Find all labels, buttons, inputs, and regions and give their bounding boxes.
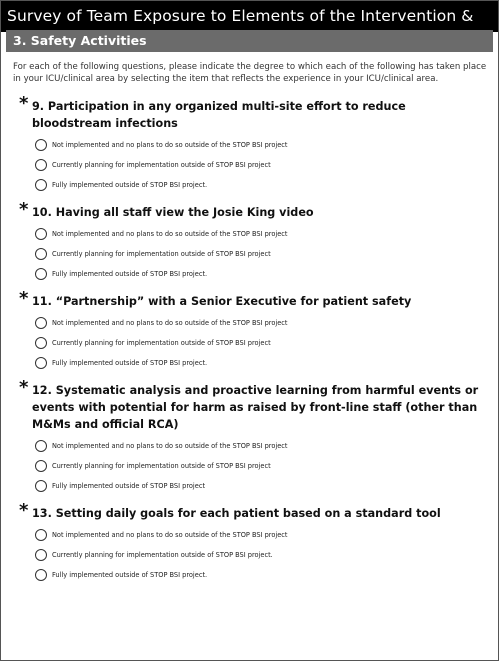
option-not-implemented[interactable] — [35, 224, 489, 244]
radio-button[interactable] — [35, 139, 47, 151]
question-text: 13. Setting daily goals for each patient based on a standard tool — [32, 507, 441, 520]
option-label: Fully implemented outside of STOP BSI project. — [52, 359, 208, 367]
option-not-implemented[interactable] — [35, 135, 489, 155]
option-label: Not implemented and no plans to do so outside of the STOP BSI project — [52, 531, 288, 539]
radio-button[interactable] — [35, 460, 47, 472]
option-label: Not implemented and no plans to do so outside of the STOP BSI project — [52, 141, 288, 149]
option-label: Fully implemented outside of STOP BSI project — [52, 482, 206, 490]
radio-button[interactable] — [35, 549, 47, 561]
option-label: Fully implemented outside of STOP BSI project. — [52, 571, 208, 579]
option-fully-implemented[interactable] — [35, 353, 489, 373]
question-11 — [19, 288, 489, 373]
option-label: Currently planning for implementation outside of STOP BSI project. — [52, 551, 273, 559]
option-label: Not implemented and no plans to do so outside of the STOP BSI project — [52, 319, 288, 327]
radio-button[interactable] — [35, 529, 47, 541]
question-10 — [19, 199, 489, 284]
question-12 — [19, 377, 489, 496]
option-fully-implemented[interactable] — [35, 476, 489, 496]
option-fully-implemented[interactable] — [35, 175, 489, 195]
radio-button[interactable] — [35, 480, 47, 492]
question-title — [19, 500, 489, 522]
option-not-implemented[interactable] — [35, 525, 489, 545]
option-fully-implemented[interactable] — [35, 565, 489, 585]
radio-button[interactable] — [35, 569, 47, 581]
question-text: 9. Participation in any organized multi-site effort to reduce bloodstream infections — [32, 100, 406, 130]
radio-button[interactable] — [35, 440, 47, 452]
required-asterisk: * — [19, 93, 29, 114]
radio-button[interactable] — [35, 357, 47, 369]
option-not-implemented[interactable] — [35, 313, 489, 333]
question-title — [19, 288, 489, 310]
intro-text: For each of the following questions, please indicate the degree to which each of the following has taken place in your ICU/clinical area by selecting the item that reflects the experience in your ICU/clinical area. — [13, 62, 487, 84]
option-label: Not implemented and no plans to do so outside of the STOP BSI project — [52, 230, 288, 238]
question-title — [19, 93, 489, 132]
required-asterisk: * — [19, 199, 29, 220]
radio-button[interactable] — [35, 159, 47, 171]
radio-button[interactable] — [35, 268, 47, 280]
option-label: Currently planning for implementation outside of STOP BSI project — [52, 250, 271, 258]
option-label: Currently planning for implementation outside of STOP BSI project — [52, 339, 271, 347]
radio-button[interactable] — [35, 317, 47, 329]
option-currently-planning[interactable] — [35, 456, 489, 476]
option-fully-implemented[interactable] — [35, 264, 489, 284]
radio-button[interactable] — [35, 337, 47, 349]
question-13 — [19, 500, 489, 585]
required-asterisk: * — [19, 500, 29, 521]
option-label: Fully implemented outside of STOP BSI project. — [52, 181, 208, 189]
required-asterisk: * — [19, 377, 29, 398]
radio-button[interactable] — [35, 179, 47, 191]
option-not-implemented[interactable] — [35, 436, 489, 456]
option-currently-planning[interactable] — [35, 155, 489, 175]
question-text: 11. “Partnership” with a Senior Executive for patient safety — [32, 295, 412, 308]
option-currently-planning[interactable] — [35, 545, 489, 565]
option-label: Fully implemented outside of STOP BSI project. — [52, 270, 208, 278]
question-title — [19, 199, 489, 221]
question-text: 12. Systematic analysis and proactive learning from harmful events or events with potential for harm as raised by front-line staff (other than M&Ms and official RCA) — [32, 384, 479, 431]
option-label: Currently planning for implementation outside of STOP BSI project — [52, 462, 271, 470]
radio-button[interactable] — [35, 228, 47, 240]
required-asterisk: * — [19, 288, 29, 309]
option-currently-planning[interactable] — [35, 244, 489, 264]
radio-button[interactable] — [35, 248, 47, 260]
question-9 — [19, 93, 489, 195]
section-header: 3. Safety Activities — [6, 30, 493, 52]
option-label: Currently planning for implementation outside of STOP BSI project — [52, 161, 271, 169]
question-title — [19, 377, 489, 433]
option-currently-planning[interactable] — [35, 333, 489, 353]
option-label: Not implemented and no plans to do so outside of the STOP BSI project — [52, 442, 288, 450]
survey-title: Survey of Team Exposure to Elements of the Intervention & — [1, 1, 498, 32]
question-text: 10. Having all staff view the Josie King video — [32, 206, 314, 219]
